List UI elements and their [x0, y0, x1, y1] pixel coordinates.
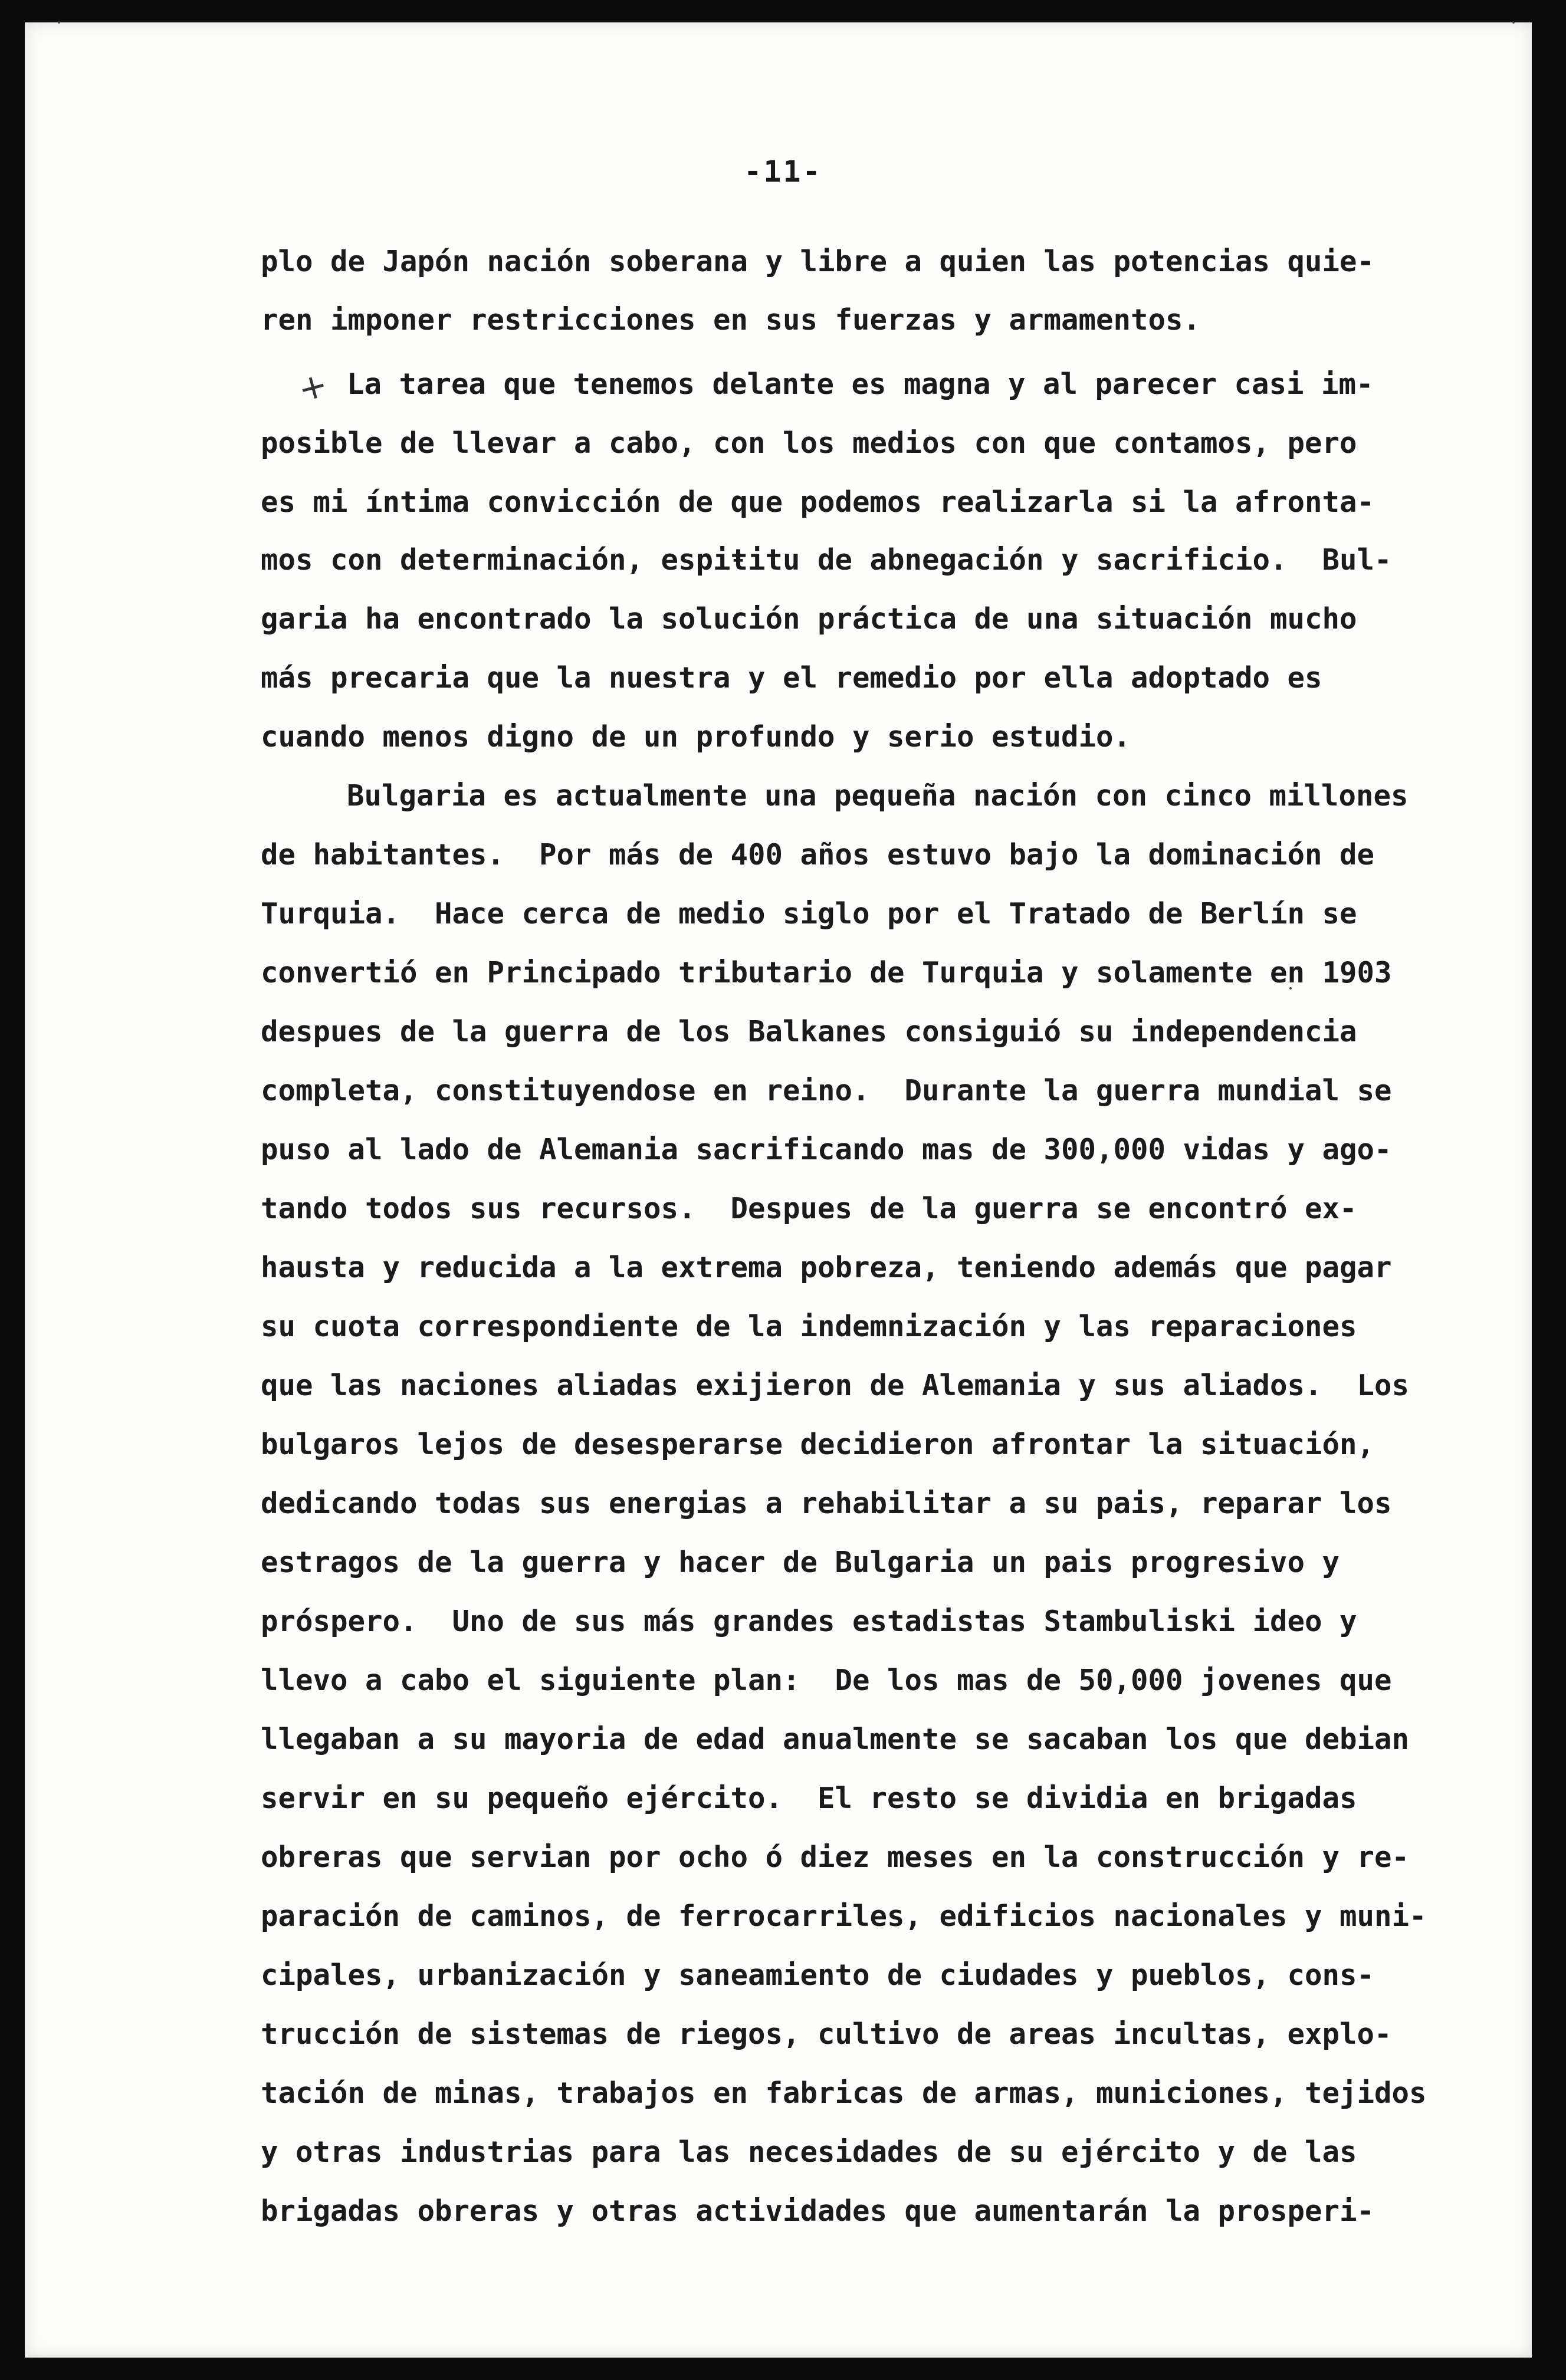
text-line: tación de minas, trabajos en fabricas de armas, municiones, tejidos [261, 2076, 1427, 2110]
text-line: garia ha encontrado la solución práctica de una situación mucho [261, 602, 1357, 636]
text-line: brigadas obreras y otras actividades que aumentarán la prosperi- [261, 2194, 1375, 2228]
text-line: dedicando todas sus energias a rehabilitar a su pais, reparar los [261, 1487, 1392, 1520]
text-line: más precaria que la nuestra y el remedio por ella adoptado es [261, 661, 1322, 695]
text-line: y otras industrias para las necesidades de su ejército y de las [261, 2135, 1357, 2169]
text-line: despues de la guerra de los Balkanes consiguió su independencia [261, 1015, 1357, 1048]
text-line: puso al lado de Alemania sacrificando mas de 300,000 vidas y ago- [261, 1133, 1392, 1166]
text-line: tando todos sus recursos. Despues de la guerra se encontró ex- [261, 1192, 1357, 1225]
text-line: hausta y reducida a la extrema pobreza, teniendo además que pagar [261, 1251, 1392, 1284]
text-line: que las naciones aliadas exijieron de Alemania y sus aliados. Los [261, 1369, 1410, 1402]
text-line: cipales, urbanización y saneamiento de ciudades y pueblos, cons- [261, 1958, 1375, 1992]
text-line: Bulgaria es actualmente una pequeña nación con cinco millones [347, 779, 1409, 813]
text-line: La tarea que tenemos delante es magna y al parecer casi im- [347, 367, 1374, 401]
text-line: convertió en Principado tributario de Turquia y solamente en 1903 [261, 956, 1392, 990]
text-line: es mi íntima convicción de que podemos realizarla si la afronta- [261, 485, 1375, 519]
text-line: mos con determinación, espiŧitu de abnegación y sacrificio. Bul- [261, 543, 1392, 577]
text-line: llevo a cabo el siguiente plan: De los mas de 50,000 jovenes que [261, 1664, 1392, 1697]
text-line: estragos de la guerra y hacer de Bulgaria un pais progresivo y [261, 1546, 1340, 1579]
text-line: obreras que servian por ocho ó diez meses en la construcción y re- [261, 1840, 1410, 1874]
text-line: de habitantes. Por más de 400 años estuvo bajo la dominación de [261, 838, 1375, 872]
text-line: trucción de sistemas de riegos, cultivo de areas incultas, explo- [261, 2017, 1392, 2051]
text-line: posible de llevar a cabo, con los medios con que contamos, pero [261, 426, 1357, 460]
text-line: servir en su pequeño ejército. El resto se dividia en brigadas [261, 1781, 1357, 1815]
text-line: completa, constituyendose en reino. Durante la guerra mundial se [261, 1074, 1392, 1107]
text-line: bulgaros lejos de desesperarse decidieron afrontar la situación, [261, 1428, 1375, 1461]
text-line: ren imponer restricciones en sus fuerzas y armamentos. [261, 303, 1201, 337]
text-line: plo de Japón nación soberana y libre a quien las potencias quie- [261, 245, 1375, 278]
text-line: Turquia. Hace cerca de medio siglo por el Tratado de Berlín se [261, 897, 1357, 931]
text-line: paración de caminos, de ferrocarriles, edificios nacionales y muni- [261, 1899, 1427, 1933]
text-line: su cuota correspondiente de la indemnización y las reparaciones [261, 1310, 1357, 1343]
margin-correction-mark: + [294, 363, 332, 410]
text-line: próspero. Uno de sus más grandes estadistas Stambuliski ideo y [261, 1605, 1357, 1638]
text-line: llegaban a su mayoria de edad anualmente se sacaban los que debian [261, 1722, 1410, 1756]
text-line: cuando menos digno de un profundo y serio estudio. [261, 720, 1131, 754]
page-number: -11- [744, 154, 822, 189]
